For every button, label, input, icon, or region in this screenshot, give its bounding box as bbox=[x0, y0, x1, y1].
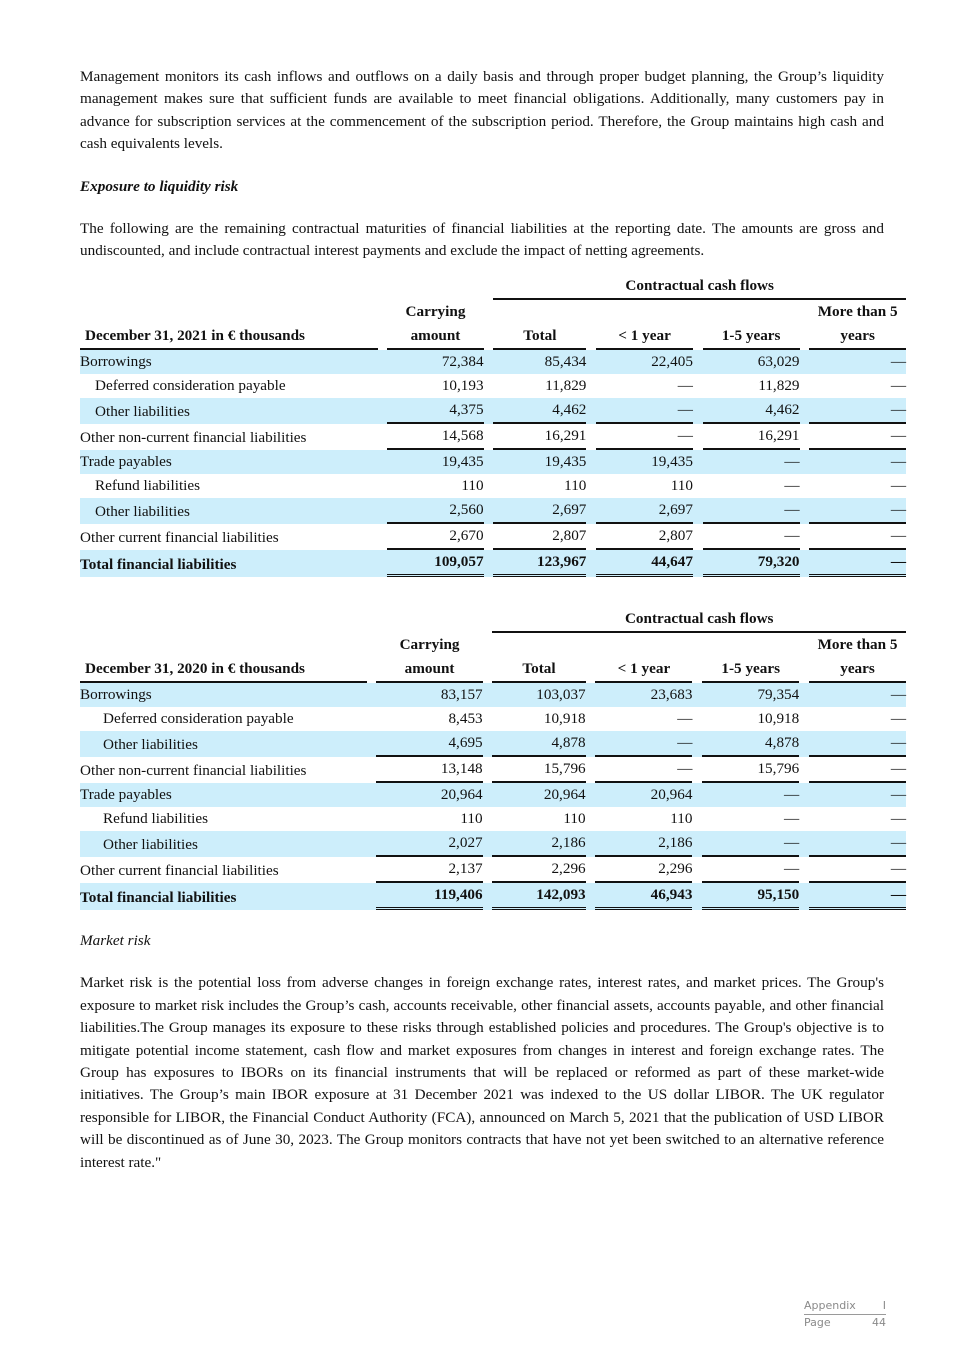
column-gap bbox=[483, 707, 493, 731]
table-row bbox=[80, 831, 906, 857]
row-label: Other liabilities bbox=[80, 398, 378, 424]
more-than-5-years-cell: — bbox=[809, 831, 906, 857]
column-gap bbox=[586, 450, 596, 474]
more-than-5-years-cell: — bbox=[890, 377, 906, 395]
table-row bbox=[80, 683, 906, 707]
column-gap bbox=[484, 424, 494, 450]
total-cell: 4,878 bbox=[492, 731, 585, 757]
column-gap bbox=[586, 831, 596, 857]
column-gap bbox=[799, 831, 809, 857]
column-gap bbox=[799, 857, 809, 883]
column-header-period: December 31, 2020 in € thousands bbox=[80, 633, 367, 683]
column-header-1-5-years: 1-5 years bbox=[703, 300, 800, 350]
column-header-total: Total bbox=[493, 300, 586, 350]
1-5-years-cell: — bbox=[703, 450, 800, 474]
row-label: Refund liabilities bbox=[95, 477, 201, 495]
column-gap bbox=[367, 857, 377, 883]
row-label: Other non-current financial liabilities bbox=[80, 762, 307, 780]
row-label: Deferred consideration payable bbox=[103, 710, 294, 728]
column-gap bbox=[484, 498, 494, 524]
column-gap bbox=[692, 707, 702, 731]
carrying-amount-cell: 2,560 bbox=[387, 498, 483, 524]
column-gap bbox=[483, 731, 493, 757]
column-header-carrying-amount: Carrying amount bbox=[387, 300, 483, 350]
table-row bbox=[80, 807, 906, 831]
column-gap bbox=[483, 783, 493, 807]
page-footer bbox=[804, 1298, 886, 1331]
less-1-year-cell: — bbox=[595, 757, 692, 783]
column-gap bbox=[483, 757, 493, 783]
column-header-1-5-years: 1-5 years bbox=[702, 633, 799, 683]
column-gap bbox=[378, 374, 388, 398]
carrying-amount-cell: 10,193 bbox=[441, 377, 484, 395]
less-1-year-cell: 2,807 bbox=[596, 524, 693, 550]
column-gap bbox=[586, 424, 596, 450]
carrying-amount-cell: 2,027 bbox=[376, 831, 482, 857]
intro-paragraph: Management monitors its cash inflows and outflows on a daily basis and through proper budget planning, the Group’s liquidity management makes sure that sufficient funds are available to meet financial obligations. Additionally, many customers pay in advance for subscription services at the commencement of the subscription period. Therefore, the Group maintains high cash and cash equivalents levels. bbox=[80, 68, 884, 153]
column-gap bbox=[586, 398, 596, 424]
table-row bbox=[80, 374, 906, 398]
document-page bbox=[80, 66, 906, 1174]
column-gap bbox=[586, 683, 596, 707]
total-cell: 2,296 bbox=[492, 857, 585, 883]
carrying-amount-cell: 20,964 bbox=[376, 783, 482, 807]
total-cell: 123,967 bbox=[493, 550, 586, 577]
carrying-amount-cell: 4,695 bbox=[376, 731, 482, 757]
row-label: Other liabilities bbox=[80, 731, 367, 757]
column-gap bbox=[693, 350, 703, 374]
carrying-amount-cell: 109,057 bbox=[387, 550, 483, 577]
row-label: Borrowings bbox=[80, 683, 367, 707]
table-row bbox=[80, 474, 906, 498]
column-header-period: December 31, 2021 in € thousands bbox=[80, 300, 378, 350]
1-5-years-cell: — bbox=[784, 810, 800, 828]
column-gap bbox=[800, 374, 810, 398]
column-gap bbox=[484, 374, 494, 398]
column-gap bbox=[799, 707, 809, 731]
less-1-year-cell: — bbox=[677, 710, 693, 728]
column-gap bbox=[586, 857, 596, 883]
carrying-amount-cell: 4,375 bbox=[387, 398, 483, 424]
column-gap bbox=[586, 707, 596, 731]
total-cell: 16,291 bbox=[493, 424, 586, 450]
less-1-year-cell: — bbox=[596, 424, 693, 450]
more-than-5-years-cell: — bbox=[809, 683, 906, 707]
footer-page-number: 44 bbox=[872, 1316, 886, 1329]
table-row bbox=[80, 498, 906, 524]
carrying-amount-cell: 14,568 bbox=[387, 424, 483, 450]
table-row bbox=[80, 731, 906, 757]
column-gap bbox=[483, 683, 493, 707]
column-gap bbox=[484, 524, 494, 550]
contractual-cash-flows-header: Contractual cash flows bbox=[493, 274, 906, 300]
table-row bbox=[80, 424, 906, 450]
column-gap bbox=[799, 683, 809, 707]
1-5-years-cell: 79,354 bbox=[702, 683, 799, 707]
carrying-amount-cell: 2,670 bbox=[387, 524, 483, 550]
column-gap bbox=[586, 374, 596, 398]
carrying-amount-cell: 8,453 bbox=[448, 710, 483, 728]
total-cell: 142,093 bbox=[492, 883, 585, 910]
more-than-5-years-cell: — bbox=[809, 550, 906, 577]
column-gap bbox=[800, 474, 810, 498]
1-5-years-cell: 79,320 bbox=[703, 550, 800, 577]
row-label: Other non-current financial liabilities bbox=[80, 429, 307, 447]
1-5-years-cell: 10,918 bbox=[757, 710, 800, 728]
column-gap bbox=[799, 731, 809, 757]
less-1-year-cell: 2,296 bbox=[595, 857, 692, 883]
table-row bbox=[80, 450, 906, 474]
more-than-5-years-cell: — bbox=[809, 524, 906, 550]
contractual-cash-flows-header: Contractual cash flows bbox=[492, 607, 906, 633]
column-gap bbox=[586, 498, 596, 524]
more-than-5-years-cell: — bbox=[809, 398, 906, 424]
liquidity-table-2020 bbox=[80, 607, 906, 910]
table-row bbox=[80, 857, 906, 883]
column-gap bbox=[586, 883, 596, 910]
column-gap bbox=[367, 731, 377, 757]
table-group-header-row bbox=[80, 274, 906, 300]
column-header-more-than-5-years: More than 5 years bbox=[809, 300, 906, 350]
column-gap bbox=[367, 757, 377, 783]
carrying-amount-cell: 2,137 bbox=[376, 857, 482, 883]
column-gap bbox=[800, 524, 810, 550]
less-1-year-cell: — bbox=[677, 377, 693, 395]
footer-page-row bbox=[804, 1315, 886, 1331]
more-than-5-years-cell: — bbox=[809, 731, 906, 757]
total-cell: 110 bbox=[563, 810, 586, 828]
footer-section-label: Appendix bbox=[804, 1299, 856, 1312]
less-1-year-cell: 2,697 bbox=[596, 498, 693, 524]
table-row bbox=[80, 350, 906, 374]
column-gap bbox=[484, 450, 494, 474]
row-label: Other current financial liabilities bbox=[80, 862, 279, 880]
column-gap bbox=[693, 424, 703, 450]
column-gap bbox=[378, 498, 388, 524]
column-gap bbox=[799, 757, 809, 783]
less-1-year-cell: 110 bbox=[670, 810, 693, 828]
1-5-years-cell: — bbox=[703, 498, 800, 524]
column-gap bbox=[799, 807, 809, 831]
column-gap bbox=[378, 350, 388, 374]
column-gap bbox=[800, 350, 810, 374]
less-1-year-cell: — bbox=[595, 731, 692, 757]
column-gap bbox=[378, 524, 388, 550]
total-cell: 11,829 bbox=[545, 377, 587, 395]
more-than-5-years-cell: — bbox=[809, 783, 906, 807]
table-column-header-row bbox=[80, 300, 906, 350]
total-cell: 103,037 bbox=[492, 683, 585, 707]
column-header-less-1-year: < 1 year bbox=[595, 633, 692, 683]
1-5-years-cell: — bbox=[784, 477, 800, 495]
table-row bbox=[80, 783, 906, 807]
column-gap bbox=[378, 424, 388, 450]
column-gap bbox=[693, 474, 703, 498]
1-5-years-cell: 15,796 bbox=[702, 757, 799, 783]
column-gap bbox=[378, 450, 388, 474]
column-gap bbox=[586, 350, 596, 374]
liquidity-risk-heading: Exposure to liquidity risk bbox=[80, 177, 239, 195]
column-gap bbox=[693, 524, 703, 550]
more-than-5-years-cell: — bbox=[809, 424, 906, 450]
more-than-5-years-cell: — bbox=[809, 857, 906, 883]
row-label: Trade payables bbox=[80, 783, 367, 807]
1-5-years-cell: 4,878 bbox=[702, 731, 799, 757]
less-1-year-cell: 46,943 bbox=[595, 883, 692, 910]
row-label: Total financial liabilities bbox=[80, 550, 378, 577]
column-gap bbox=[367, 683, 377, 707]
column-gap bbox=[800, 498, 810, 524]
carrying-amount-cell: 72,384 bbox=[387, 350, 483, 374]
column-gap bbox=[484, 350, 494, 374]
footer-page-label: Page bbox=[804, 1316, 831, 1329]
column-gap bbox=[483, 883, 493, 910]
carrying-amount-cell: 110 bbox=[460, 810, 483, 828]
total-cell: 15,796 bbox=[492, 757, 585, 783]
column-gap bbox=[692, 783, 702, 807]
column-gap bbox=[693, 450, 703, 474]
table-total-row bbox=[80, 550, 906, 577]
carrying-amount-cell: 83,157 bbox=[376, 683, 482, 707]
column-gap bbox=[692, 857, 702, 883]
total-cell: 4,462 bbox=[493, 398, 586, 424]
column-gap bbox=[586, 550, 596, 577]
table-body bbox=[80, 350, 906, 577]
carrying-amount-cell: 119,406 bbox=[376, 883, 482, 910]
column-header-less-1-year: < 1 year bbox=[596, 300, 693, 350]
footer-section-value: I bbox=[882, 1299, 886, 1312]
column-gap bbox=[693, 398, 703, 424]
less-1-year-cell: 20,964 bbox=[595, 783, 692, 807]
column-gap bbox=[484, 398, 494, 424]
less-1-year-cell: 44,647 bbox=[596, 550, 693, 577]
column-gap bbox=[692, 757, 702, 783]
column-gap bbox=[800, 550, 810, 577]
column-header-total: Total bbox=[492, 633, 585, 683]
liquidity-table-2021 bbox=[80, 274, 906, 577]
more-than-5-years-cell: — bbox=[890, 477, 906, 495]
column-gap bbox=[586, 474, 596, 498]
less-1-year-cell: 19,435 bbox=[596, 450, 693, 474]
table-column-header-row bbox=[80, 633, 906, 683]
column-gap bbox=[367, 831, 377, 857]
market-risk-paragraph: Market risk is the potential loss from adverse changes in foreign exchange rates, interest rates, and market prices. The Group's exposure to market risk includes the Group’s cash, accounts receivable, other financial assets, accounts payable, and other financial liabilities.The Group manages its exposure to these risks through established policies and procedures. The Group's objective is to mitigate potential income statement, cash flow and market exposures from changes in interest and foreign exchange rates. The Group has exposures to IBORs on its financial instruments that will be replaced or reformed as part of these market-wide initiatives. The Group’s main IBOR exposure at 31 December 2021 was indexed to the US dollar LIBOR. The UK regulator responsible for LIBOR, the Financial Conduct Authority (FCA), announced on March 5, 2021 that the publication of USD LIBOR will be discontinued as of June 30, 2023. The Group monitors contracts that have not yet been switched to an alternative reference interest rate." bbox=[80, 974, 884, 1171]
column-gap bbox=[800, 424, 810, 450]
row-label: Other liabilities bbox=[80, 498, 378, 524]
more-than-5-years-cell: — bbox=[809, 883, 906, 910]
less-1-year-cell: 2,186 bbox=[595, 831, 692, 857]
column-gap bbox=[692, 683, 702, 707]
footer-section-row bbox=[804, 1298, 886, 1315]
row-label: Other current financial liabilities bbox=[80, 529, 279, 547]
total-cell: 2,186 bbox=[492, 831, 585, 857]
column-gap bbox=[693, 498, 703, 524]
column-gap bbox=[692, 731, 702, 757]
total-cell: 2,807 bbox=[493, 524, 586, 550]
total-cell: 110 bbox=[564, 477, 587, 495]
column-gap bbox=[692, 831, 702, 857]
column-gap bbox=[586, 524, 596, 550]
table-total-row bbox=[80, 883, 906, 910]
column-gap bbox=[800, 398, 810, 424]
liquidity-paragraph: The following are the remaining contractual maturities of financial liabilities at the reporting date. The amounts are gross and undiscounted, and include contractual interest payments and exclude the impact of netting agreements. bbox=[80, 219, 884, 260]
more-than-5-years-cell: — bbox=[809, 498, 906, 524]
less-1-year-cell: 110 bbox=[670, 477, 693, 495]
total-cell: 19,435 bbox=[493, 450, 586, 474]
1-5-years-cell: 4,462 bbox=[703, 398, 800, 424]
total-cell: 2,697 bbox=[493, 498, 586, 524]
table-group-header-row bbox=[80, 607, 906, 633]
column-gap bbox=[586, 731, 596, 757]
total-cell: 85,434 bbox=[493, 350, 586, 374]
1-5-years-cell: — bbox=[703, 524, 800, 550]
1-5-years-cell: 16,291 bbox=[703, 424, 800, 450]
column-gap bbox=[484, 550, 494, 577]
column-gap bbox=[692, 807, 702, 831]
less-1-year-cell: — bbox=[596, 398, 693, 424]
column-gap bbox=[378, 398, 388, 424]
column-gap bbox=[483, 807, 493, 831]
1-5-years-cell: 63,029 bbox=[703, 350, 800, 374]
more-than-5-years-cell: — bbox=[890, 810, 906, 828]
column-gap bbox=[586, 783, 596, 807]
1-5-years-cell: 11,829 bbox=[758, 377, 800, 395]
row-label: Refund liabilities bbox=[103, 810, 209, 828]
carrying-amount-cell: 13,148 bbox=[376, 757, 482, 783]
1-5-years-cell: — bbox=[702, 831, 799, 857]
column-gap bbox=[800, 450, 810, 474]
table-row bbox=[80, 524, 906, 550]
column-header-carrying-amount: Carrying amount bbox=[376, 633, 482, 683]
column-gap bbox=[799, 783, 809, 807]
row-label: Total financial liabilities bbox=[80, 883, 367, 910]
1-5-years-cell: — bbox=[702, 783, 799, 807]
row-label: Trade payables bbox=[80, 450, 378, 474]
total-cell: 20,964 bbox=[492, 783, 585, 807]
column-gap bbox=[693, 550, 703, 577]
column-gap bbox=[692, 883, 702, 910]
column-gap bbox=[586, 757, 596, 783]
1-5-years-cell: 95,150 bbox=[702, 883, 799, 910]
column-header-more-than-5-years: More than 5 years bbox=[809, 633, 906, 683]
column-gap bbox=[367, 883, 377, 910]
column-gap bbox=[799, 883, 809, 910]
column-gap bbox=[367, 783, 377, 807]
row-label: Deferred consideration payable bbox=[95, 377, 286, 395]
column-gap bbox=[483, 857, 493, 883]
market-risk-heading: Market risk bbox=[80, 932, 151, 950]
less-1-year-cell: 23,683 bbox=[595, 683, 692, 707]
column-gap bbox=[693, 374, 703, 398]
table-row bbox=[80, 398, 906, 424]
more-than-5-years-cell: — bbox=[809, 450, 906, 474]
carrying-amount-cell: 110 bbox=[461, 477, 484, 495]
more-than-5-years-cell: — bbox=[890, 710, 906, 728]
total-cell: 10,918 bbox=[543, 710, 586, 728]
row-label: Borrowings bbox=[80, 350, 378, 374]
column-gap bbox=[367, 807, 377, 831]
more-than-5-years-cell: — bbox=[809, 757, 906, 783]
table-row bbox=[80, 757, 906, 783]
column-gap bbox=[378, 550, 388, 577]
column-gap bbox=[484, 474, 494, 498]
table-row bbox=[80, 707, 906, 731]
1-5-years-cell: — bbox=[702, 857, 799, 883]
column-gap bbox=[367, 707, 377, 731]
row-label: Other liabilities bbox=[80, 831, 367, 857]
carrying-amount-cell: 19,435 bbox=[387, 450, 483, 474]
column-gap bbox=[483, 831, 493, 857]
table-body bbox=[80, 683, 906, 910]
more-than-5-years-cell: — bbox=[809, 350, 906, 374]
column-gap bbox=[378, 474, 388, 498]
less-1-year-cell: 22,405 bbox=[596, 350, 693, 374]
column-gap bbox=[586, 807, 596, 831]
